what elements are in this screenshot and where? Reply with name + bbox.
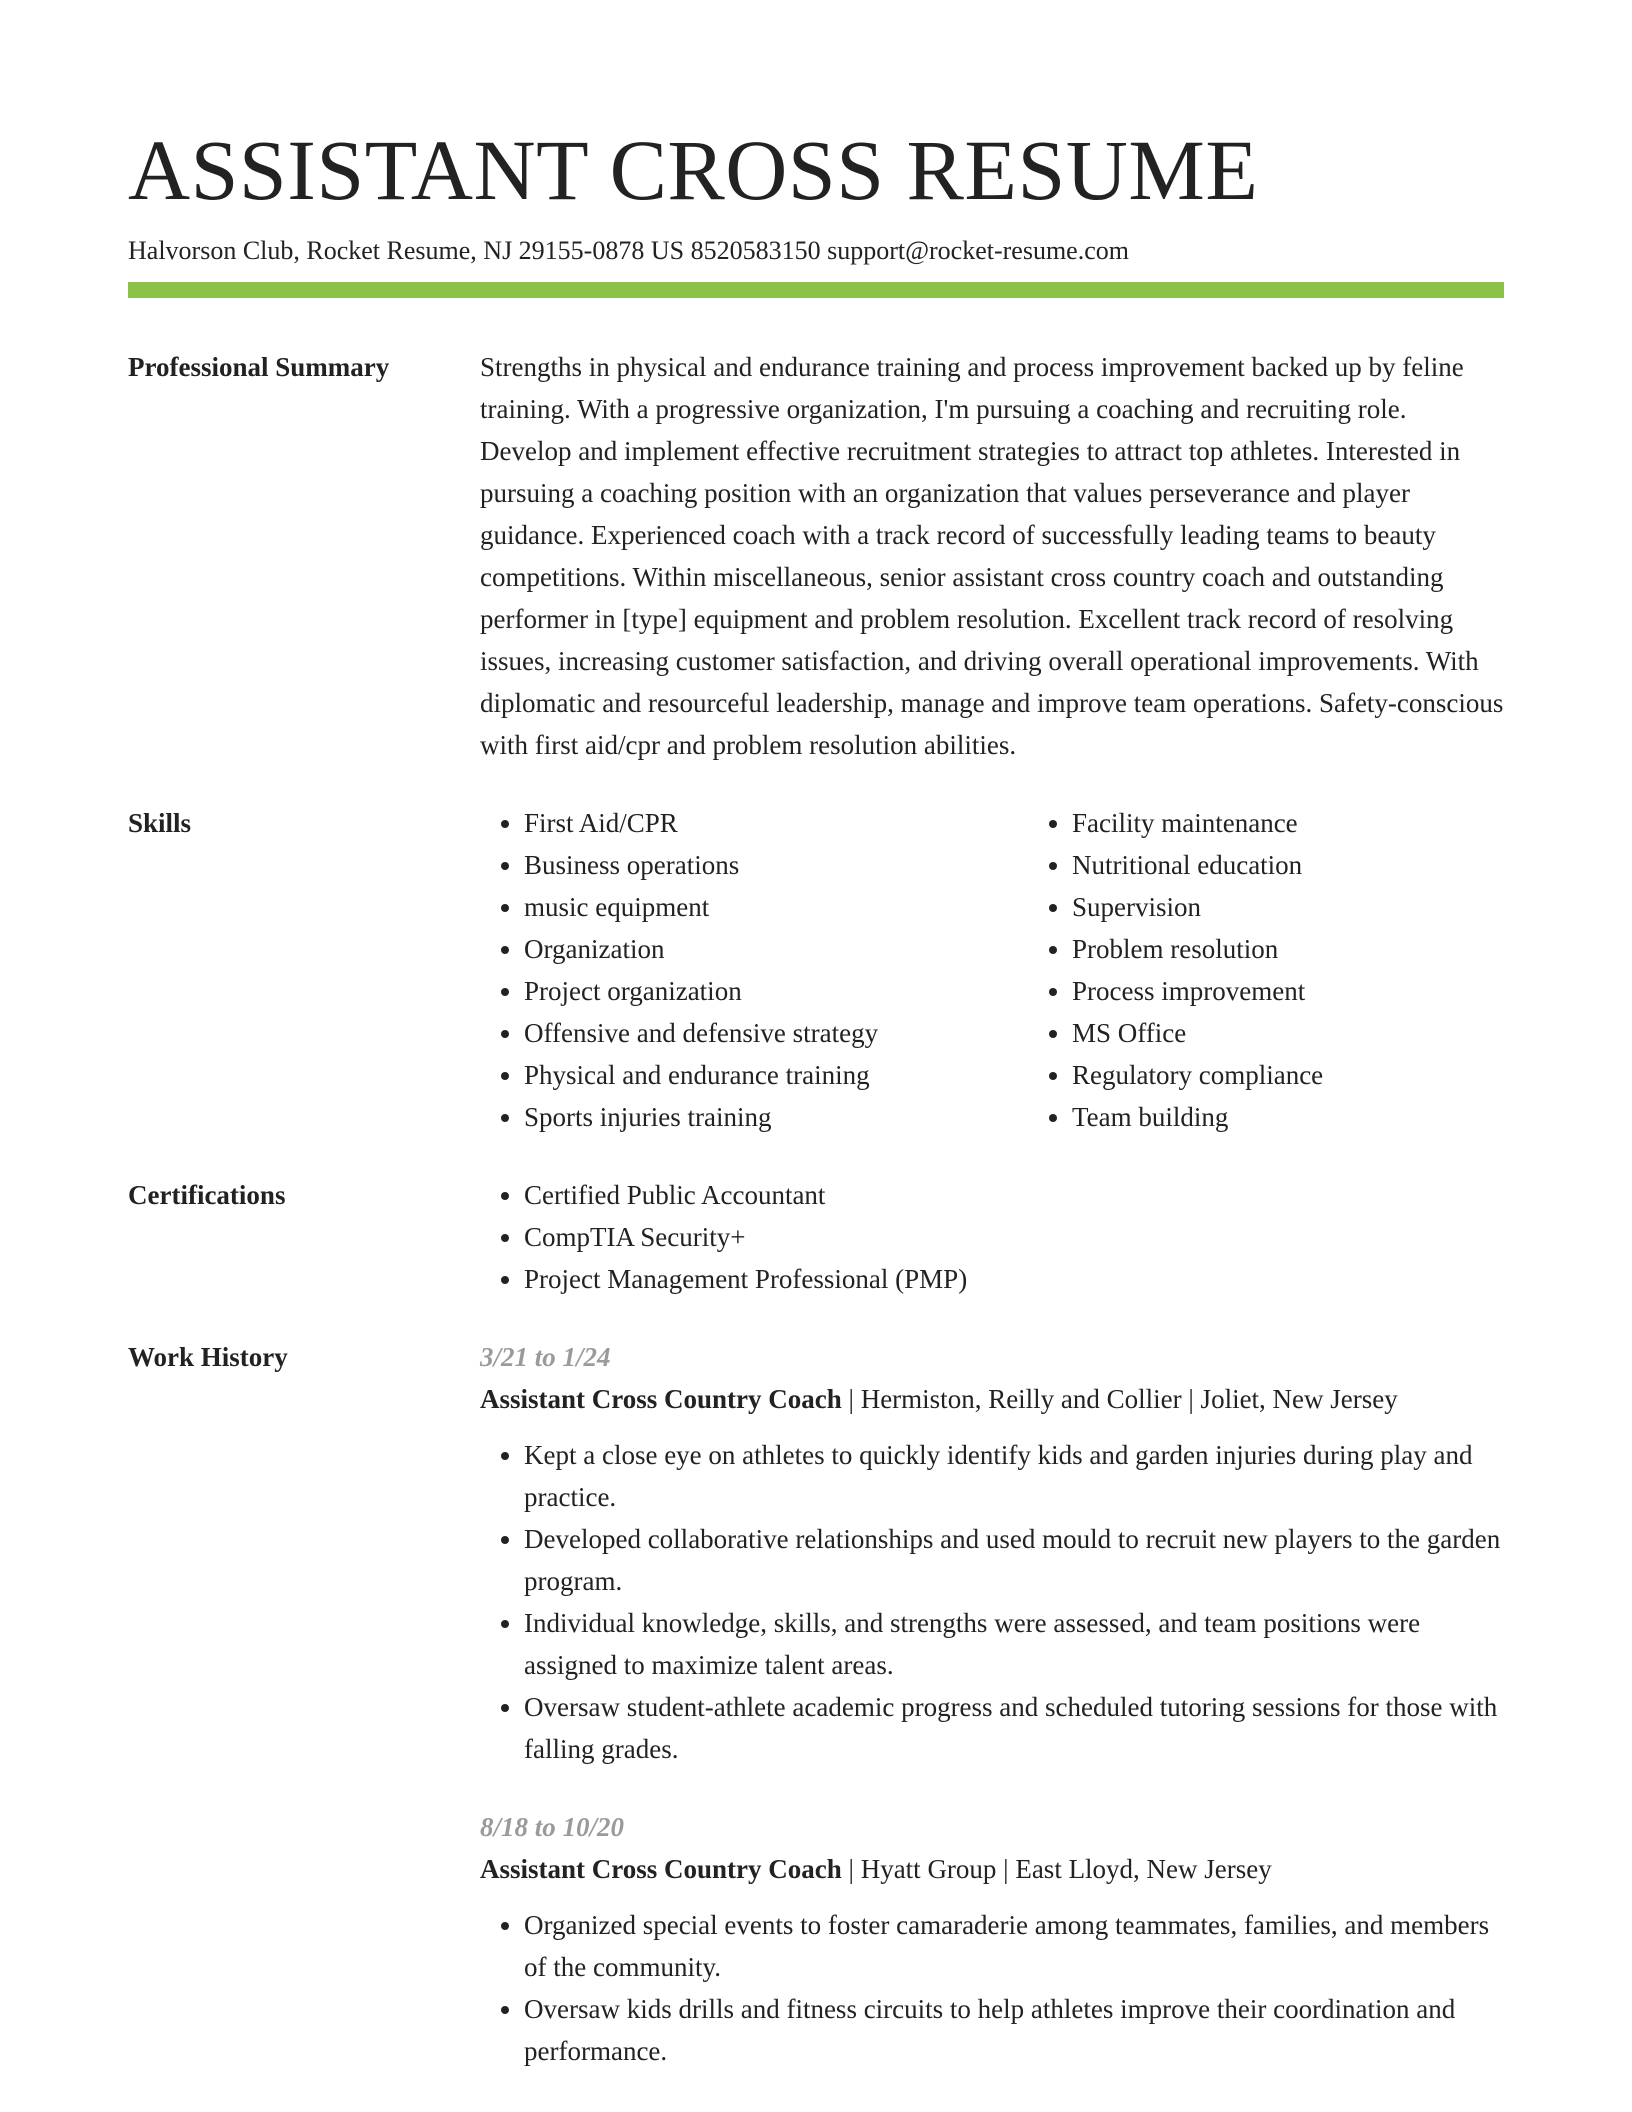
list-item: • CompTIA Security+: [524, 1216, 1504, 1258]
list-item: • Offensive and defensive strategy: [524, 1012, 1028, 1054]
job-bullets: [480, 1434, 1504, 1770]
work-history-heading: Work History: [128, 1342, 288, 1372]
skills-list-left: [480, 802, 1028, 1138]
job-employer-location: | Hyatt Group | East Lloyd, New Jersey: [841, 1854, 1272, 1884]
list-item: • Organized special events to foster camaraderie among teammates, families, and members of the community.: [524, 1904, 1504, 1988]
job-dates: 8/18 to 10/20: [480, 1812, 625, 1842]
job-heading: [480, 1848, 1504, 1890]
certifications-heading: Certifications: [128, 1180, 286, 1210]
certifications-list: [480, 1174, 1504, 1300]
skills-section: [128, 802, 1504, 1138]
contact-line: Halvorson Club, Rocket Resume, NJ 29155-0878 US 8520583150 support@rocket-resume.com: [128, 236, 1129, 265]
job-title: Assistant Cross Country Coach: [480, 1384, 842, 1414]
certifications-section: [128, 1174, 1504, 1300]
job-employer-location: | Hermiston, Reilly and Collier | Joliet, New Jersey: [841, 1384, 1398, 1414]
list-item: • Kept a close eye on athletes to quickly identify kids and garden injuries during play and practice.: [524, 1434, 1504, 1518]
summary-text: Strengths in physical and endurance training and process improvement backed up by feline training. With a progressive organization, I'm pursuing a coaching and recruiting role. Develop and implement effective recruitment strategies to attract top athletes. Interested in pursuing a coaching position with an organization that values perseverance and player guidance. Experienced coach with a track record of successfully leading teams to beauty competitions. Within miscellaneous, senior assistant cross country coach and outstanding performer in [type] equipment and problem resolution. Excellent track record of resolving issues, increasing customer satisfaction, and driving overall operational improvements. With diplomatic and resourceful leadership, manage and improve team operations. Safety-conscious with first aid/cpr and problem resolution abilities.: [480, 352, 1504, 760]
work-history-section: [128, 1336, 1504, 2108]
job-entry: [480, 1336, 1504, 1770]
list-item: • Regulatory compliance: [1072, 1054, 1576, 1096]
job-heading: [480, 1378, 1504, 1420]
accent-divider: [128, 282, 1504, 298]
list-item: • First Aid/CPR: [524, 802, 1028, 844]
job-dates: 3/21 to 1/24: [480, 1342, 611, 1372]
job-entry: [480, 1806, 1504, 2072]
list-item: • MS Office: [1072, 1012, 1576, 1054]
skills-heading: Skills: [128, 808, 192, 838]
list-item: • Problem resolution: [1072, 928, 1576, 970]
summary-section: [128, 346, 1504, 766]
list-item: • Individual knowledge, skills, and strengths were assessed, and team positions were assigned to maximize talent areas.: [524, 1602, 1504, 1686]
list-item: • Certified Public Accountant: [524, 1174, 1504, 1216]
skills-list-right: [1028, 802, 1576, 1138]
list-item: • Business operations: [524, 844, 1028, 886]
list-item: • Physical and endurance training: [524, 1054, 1028, 1096]
list-item: • Supervision: [1072, 886, 1576, 928]
list-item: • Process improvement: [1072, 970, 1576, 1012]
list-item: • Oversaw student-athlete academic progress and scheduled tutoring sessions for those with falling grades.: [524, 1686, 1504, 1770]
list-item: • Organization: [524, 928, 1028, 970]
list-item: • Developed collaborative relationships and used mould to recruit new players to the garden program.: [524, 1518, 1504, 1602]
list-item: • Sports injuries training: [524, 1096, 1028, 1138]
list-item: • Nutritional education: [1072, 844, 1576, 886]
skills-grid: [480, 802, 1576, 1138]
summary-heading: Professional Summary: [128, 352, 390, 382]
job-title: Assistant Cross Country Coach: [480, 1854, 842, 1884]
list-item: • music equipment: [524, 886, 1028, 928]
list-item: • Project organization: [524, 970, 1028, 1012]
list-item: • Facility maintenance: [1072, 802, 1576, 844]
resume-page: [128, 118, 1504, 2108]
list-item: • Oversaw kids drills and fitness circuits to help athletes improve their coordination and performance.: [524, 1988, 1504, 2072]
list-item: • Project Management Professional (PMP): [524, 1258, 1504, 1300]
resume-title: ASSISTANT CROSS RESUME: [128, 122, 1259, 218]
list-item: • Team building: [1072, 1096, 1576, 1138]
job-bullets: [480, 1904, 1504, 2072]
